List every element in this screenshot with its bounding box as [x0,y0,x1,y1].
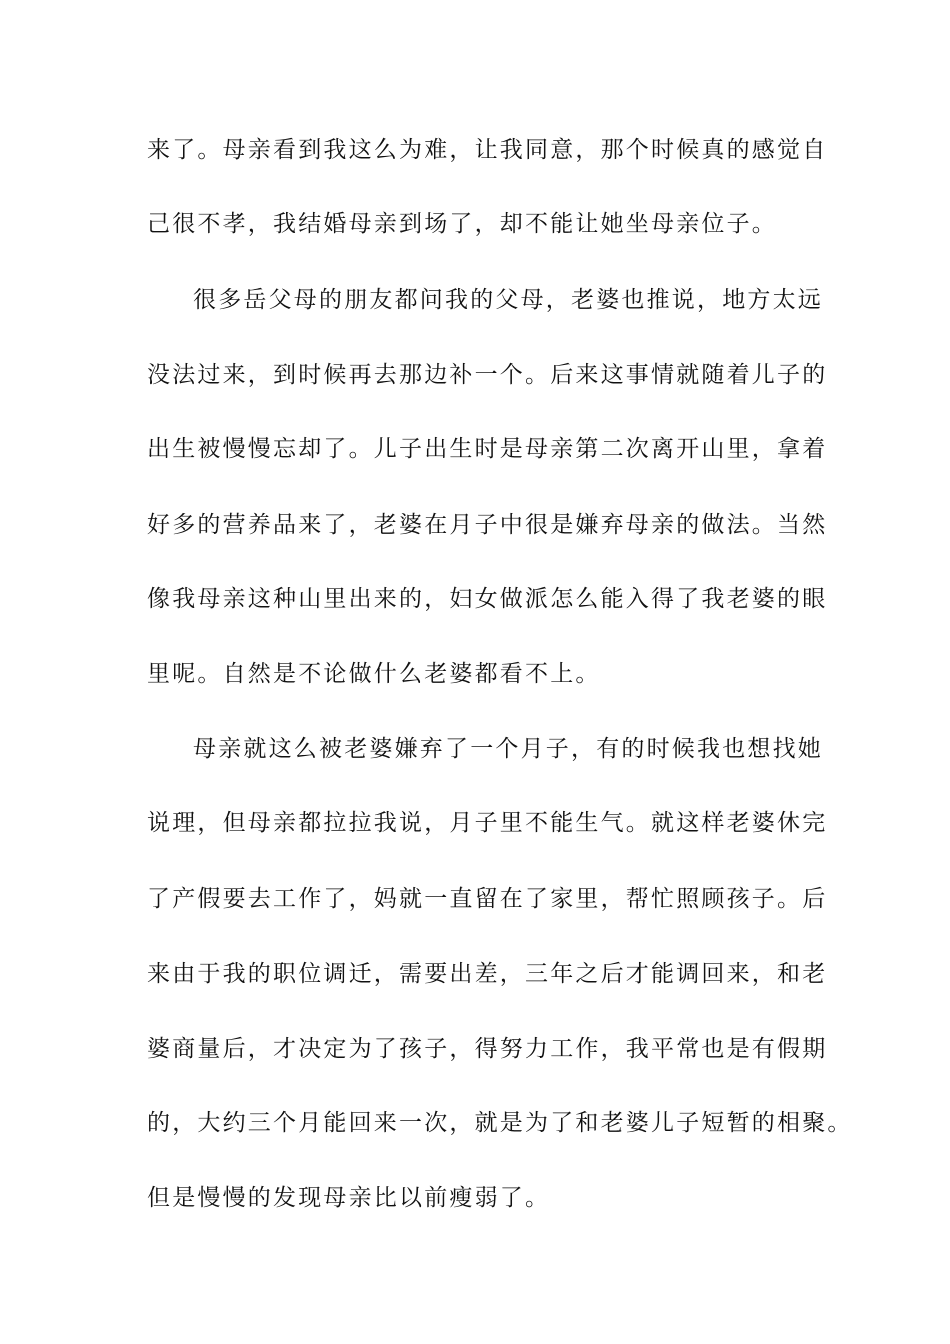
text-line: 没法过来，到时候再去那边补一个。后来这事情就随着儿子的 [147,362,828,388]
text-line: 来由于我的职位调迁，需要出差，三年之后才能调回来，和老 [147,961,828,987]
text-line: 己很不孝，我结婚母亲到场了，却不能让她坐母亲位子。 [147,211,777,237]
text-line: 出生被慢慢忘却了。儿子出生时是母亲第二次离开山里，拿着 [147,436,828,462]
text-line: 婆商量后，才决定为了孩子，得努力工作，我平常也是有假期 [147,1036,828,1062]
text-line: 像我母亲这种山里出来的，妇女做派怎么能入得了我老婆的眼 [147,586,828,612]
text-line: 好多的营养品来了，老婆在月子中很是嫌弃母亲的做法。当然 [147,512,828,538]
paragraph-first-line: 母亲就这么被老婆嫌弃了一个月子，有的时候我也想找她 [193,736,823,762]
text-line: 来了。母亲看到我这么为难，让我同意，那个时候真的感觉自 [147,137,828,163]
text-line: 但是慢慢的发现母亲比以前瘦弱了。 [147,1185,551,1211]
paragraph-first-line: 很多岳父母的朋友都问我的父母，老婆也推说，地方太远 [193,287,823,313]
text-line: 里呢。自然是不论做什么老婆都看不上。 [147,661,601,687]
text-line: 的，大约三个月能回来一次，就是为了和老婆儿子短暂的相聚。 [147,1110,853,1136]
text-line: 了产假要去工作了，妈就一直留在了家里，帮忙照顾孩子。后 [147,886,828,912]
text-line: 说理，但母亲都拉拉我说，月子里不能生气。就这样老婆休完 [147,810,828,836]
